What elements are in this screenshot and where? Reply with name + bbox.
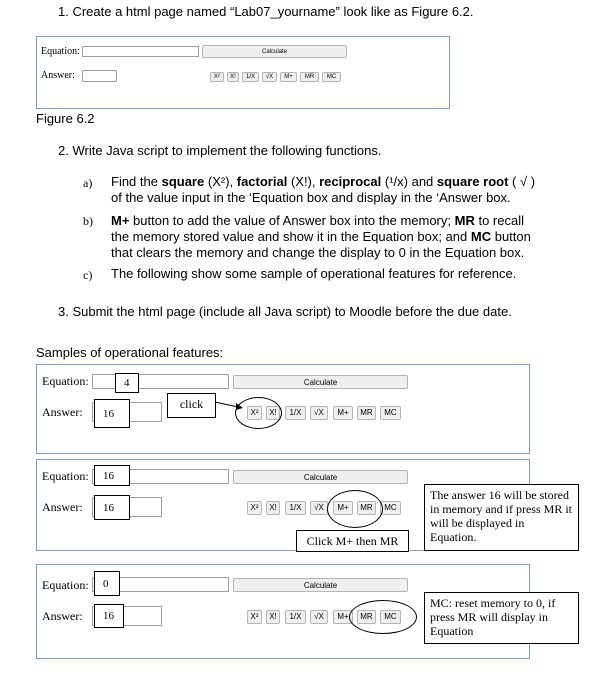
sample-2-sqrt-button[interactable]: √X [310, 501, 328, 515]
sample-1-calculate-button[interactable]: Calculate [233, 375, 408, 389]
sample-3-answer-value: 16 [94, 604, 124, 628]
factorial-button[interactable]: X! [227, 72, 239, 82]
item-a-reciprocal-expr: (¹/x) and [381, 174, 437, 189]
figure-caption: Figure 6.2 [36, 111, 95, 126]
item-c-text: The following show some sample of operational features for reference. [111, 266, 517, 281]
item-b-text-2: to recall [474, 213, 524, 228]
item-b-mr: MR [454, 213, 475, 228]
item-a-line1 [111, 174, 535, 190]
item-a-factorial-expr: (X!), [287, 174, 320, 189]
sample-3-factorial-button[interactable]: X! [266, 610, 280, 624]
mr-button[interactable]: MR [300, 72, 319, 82]
item-b-marker: b) [83, 214, 93, 228]
sample-2-answer-label: Answer: [42, 500, 83, 514]
sample-1-click-note: click [167, 393, 216, 418]
item-a-sqrt-expr: ( √ ) [508, 174, 536, 189]
sample-3-mc-button[interactable]: MC [380, 610, 401, 624]
sample-3-equation-value: 0 [94, 571, 120, 596]
sample-2-mr-button[interactable]: MR [357, 501, 376, 515]
sample-3-mplus-button[interactable]: M+ [333, 610, 353, 624]
item-b-text-4: button [491, 229, 531, 244]
sample-2-answer-value: 16 [94, 495, 130, 520]
mplus-button[interactable]: M+ [280, 72, 297, 82]
sample-3-square-button[interactable]: X² [247, 610, 262, 624]
item-a-square-expr: (X²), [207, 174, 237, 189]
item-b-mc: MC [470, 229, 492, 244]
item-a-marker: a) [83, 176, 93, 190]
answer-label: Answer: [41, 70, 75, 81]
sample-2-highlight-circle [327, 490, 383, 528]
sample-3-sqrt-button[interactable]: √X [310, 610, 328, 624]
sample-3-equation-label: Equation: [42, 578, 89, 592]
sample-1-highlight-circle [235, 397, 282, 429]
sample-1-answer-value: 16 [94, 399, 130, 428]
samples-title: Samples of operational features: [36, 345, 224, 360]
item-a-reciprocal: reciprocal [319, 174, 382, 189]
reciprocal-button[interactable]: 1/X [242, 72, 259, 82]
sample-1-square-button[interactable]: X² [247, 406, 262, 420]
sample-1-factorial-button[interactable]: X! [266, 406, 280, 420]
sample-3-mr-button[interactable]: MR [357, 610, 376, 624]
answer-input[interactable] [82, 70, 117, 82]
sample-1-answer-label: Answer: [42, 405, 83, 419]
sample-2-reciprocal-button[interactable]: 1/X [285, 501, 306, 515]
equation-label: Equation: [41, 46, 80, 57]
step-1-text: 1. Create a html page named “Lab07_yourname” look like as Figure 6.2. [58, 4, 474, 19]
sample-3-highlight-circle [349, 600, 417, 634]
item-a-factorial: factorial [236, 174, 288, 189]
calculate-button[interactable]: Calculate [202, 45, 347, 58]
item-c-marker: c) [83, 268, 93, 282]
sample-2-mplus-button[interactable]: M+ [333, 501, 353, 515]
sample-2-note: The answer 16 will be stored in memory and if press MR it will be displayed in Equation. [424, 484, 579, 551]
sample-3-note: MC: reset memory to 0, if press MR will display in Equation [424, 592, 579, 644]
sample-2-click-caption: Click M+ then MR [296, 530, 409, 552]
sample-2-equation-label: Equation: [42, 469, 89, 483]
step-3-text: 3. Submit the html page (include all Java script) to Moodle before the due date. [58, 304, 512, 319]
item-a-sqrt: square root [436, 174, 509, 189]
item-b-line1 [111, 213, 524, 229]
step-2-text: 2. Write Java script to implement the following functions. [58, 143, 382, 158]
sample-1-sqrt-button[interactable]: √X [310, 406, 328, 420]
item-a-square: square [161, 174, 205, 189]
item-a-text: Find the [111, 174, 162, 189]
sample-2-calculate-button[interactable]: Calculate [233, 470, 408, 484]
item-b-text-1: button to add the value of Answer box into the memory; [129, 213, 455, 228]
sample-1-equation-input[interactable] [92, 374, 229, 389]
sample-2-square-button[interactable]: X² [247, 501, 262, 515]
sample-1-mc-button[interactable]: MC [380, 406, 401, 420]
sample-1-equation-value: 4 [115, 373, 139, 393]
sample-3-reciprocal-button[interactable]: 1/X [285, 610, 306, 624]
sample-3-calculate-button[interactable]: Calculate [233, 578, 408, 592]
mc-button[interactable]: MC [322, 72, 341, 82]
item-b-text-3: the memory stored value and show it in the Equation box; and [111, 229, 471, 244]
item-b-mplus: M+ [111, 213, 130, 228]
item-a-line2: of the value input in the ‘Equation box and display in the ‘Answer box. [111, 190, 511, 205]
item-b-line2 [111, 229, 531, 245]
sqrt-button[interactable]: √X [262, 72, 277, 82]
sample-1-equation-label: Equation: [42, 374, 89, 388]
sample-1-mr-button[interactable]: MR [357, 406, 376, 420]
item-b-line3: that clears the memory and change the display to 0 in the Equation box. [111, 245, 525, 260]
sample-3-answer-label: Answer: [42, 609, 83, 623]
sample-1-reciprocal-button[interactable]: 1/X [285, 406, 306, 420]
square-button[interactable]: X² [210, 72, 224, 82]
sample-1-mplus-button[interactable]: M+ [333, 406, 353, 420]
sample-2-factorial-button[interactable]: X! [266, 501, 280, 515]
sample-2-equation-value: 16 [94, 465, 130, 486]
sample-2-mc-button[interactable]: MC [380, 501, 401, 515]
equation-input[interactable] [82, 46, 199, 57]
